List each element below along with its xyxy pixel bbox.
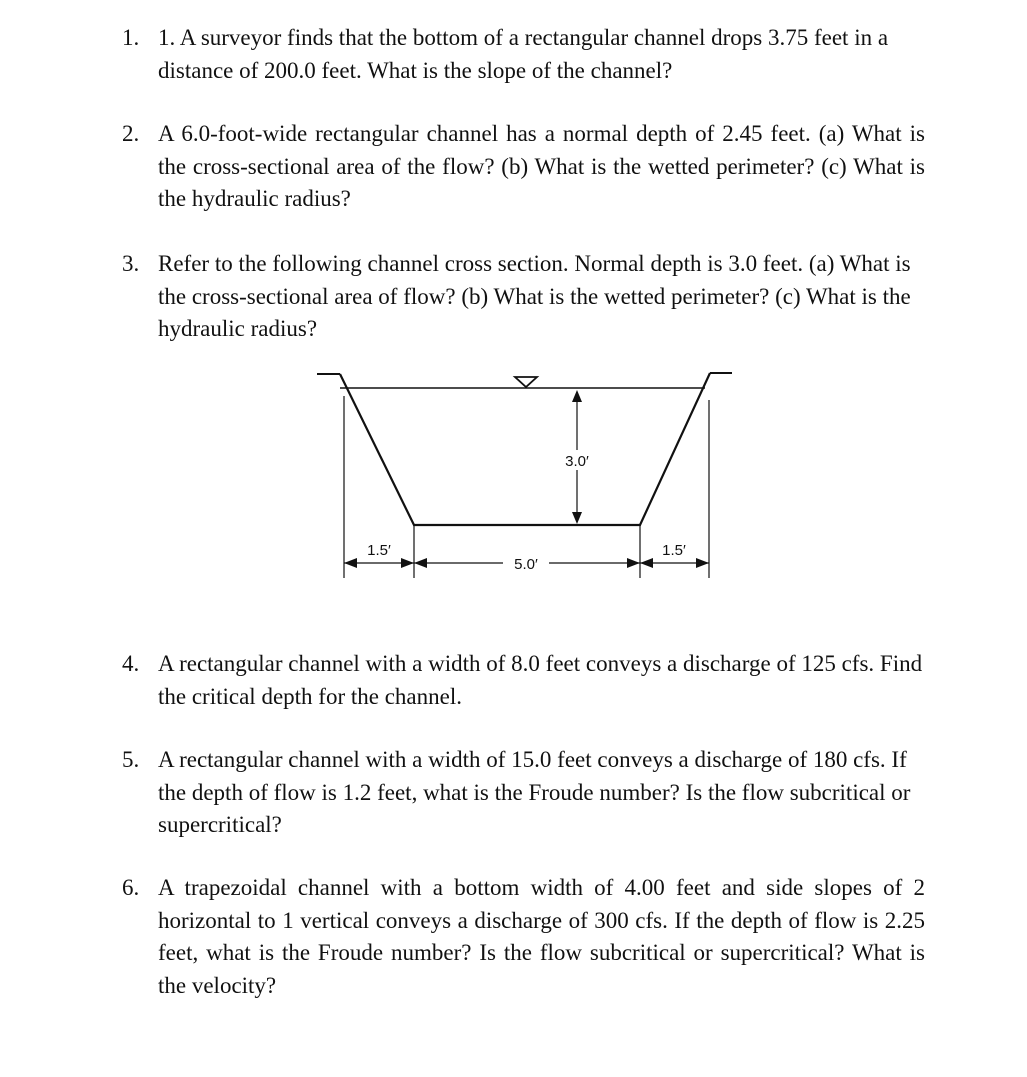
- right-slope-arrow-right-icon: [696, 558, 709, 568]
- depth-arrow-down-icon: [572, 512, 582, 524]
- problem-1-text: 1. A surveyor finds that the bottom of a rectangular channel drops 3.75 feet in a distance of 200.0 feet. What is the slope of the channel?: [158, 25, 889, 83]
- problem-2-number: 2.: [122, 121, 140, 146]
- bottom-width-label: 5.0′: [514, 556, 538, 573]
- problem-6-text: A trapezoidal channel with a bottom width of 4.00 feet and side slopes of 2 horizontal to 1 vertical conveys a discharge of 300 cfs. If the depth of flow is 2.25 feet, what is the Froude number? Is the flow subcritical or supercritical? What is the velocity?: [158, 875, 925, 998]
- problem-3-number: 3.: [122, 251, 140, 276]
- problem-5-number: 5.: [122, 747, 140, 772]
- problem-2: [122, 118, 925, 216]
- bottom-width-arrow-left-icon: [414, 558, 427, 568]
- channel-cross-section-figure: [300, 360, 740, 590]
- bottom-width-arrow-right-icon: [627, 558, 640, 568]
- problem-1: [122, 22, 925, 87]
- left-slope-arrow-left-icon: [344, 558, 357, 568]
- problem-2-text: A 6.0-foot-wide rectangular channel has a normal depth of 2.45 feet. (a) What is the cross-sectional area of the flow? (b) What is the wetted perimeter? (c) What is the hydraulic radius?: [158, 121, 925, 211]
- problem-4-number: 4.: [122, 651, 140, 676]
- depth-label: 3.0′: [565, 453, 589, 470]
- problem-6-number: 6.: [122, 875, 140, 900]
- channel-boundary: [340, 373, 710, 525]
- right-slope-arrow-left-icon: [640, 558, 653, 568]
- problem-6: [122, 872, 925, 1002]
- problem-1-number: 1.: [122, 25, 140, 50]
- problem-5-text: A rectangular channel with a width of 15.0 feet conveys a discharge of 180 cfs. If the depth of flow is 1.2 feet, what is the Froude number? Is the flow subcritical or supercritical?: [158, 747, 911, 837]
- problem-5: [122, 744, 925, 842]
- problem-4-text: A rectangular channel with a width of 8.0 feet conveys a discharge of 125 cfs. Find the critical depth for the channel.: [158, 651, 923, 709]
- problem-4: [122, 648, 925, 713]
- problem-3-text: Refer to the following channel cross section. Normal depth is 3.0 feet. (a) What is the cross-sectional area of flow? (b) What is the wetted perimeter? (c) What is the hydraulic radius?: [158, 251, 911, 341]
- left-slope-arrow-right-icon: [401, 558, 414, 568]
- left-slope-label: 1.5′: [367, 542, 391, 559]
- problem-3: [122, 248, 925, 346]
- right-slope-label: 1.5′: [662, 542, 686, 559]
- depth-arrow-up-icon: [572, 390, 582, 402]
- water-surface-symbol-icon: [515, 377, 537, 387]
